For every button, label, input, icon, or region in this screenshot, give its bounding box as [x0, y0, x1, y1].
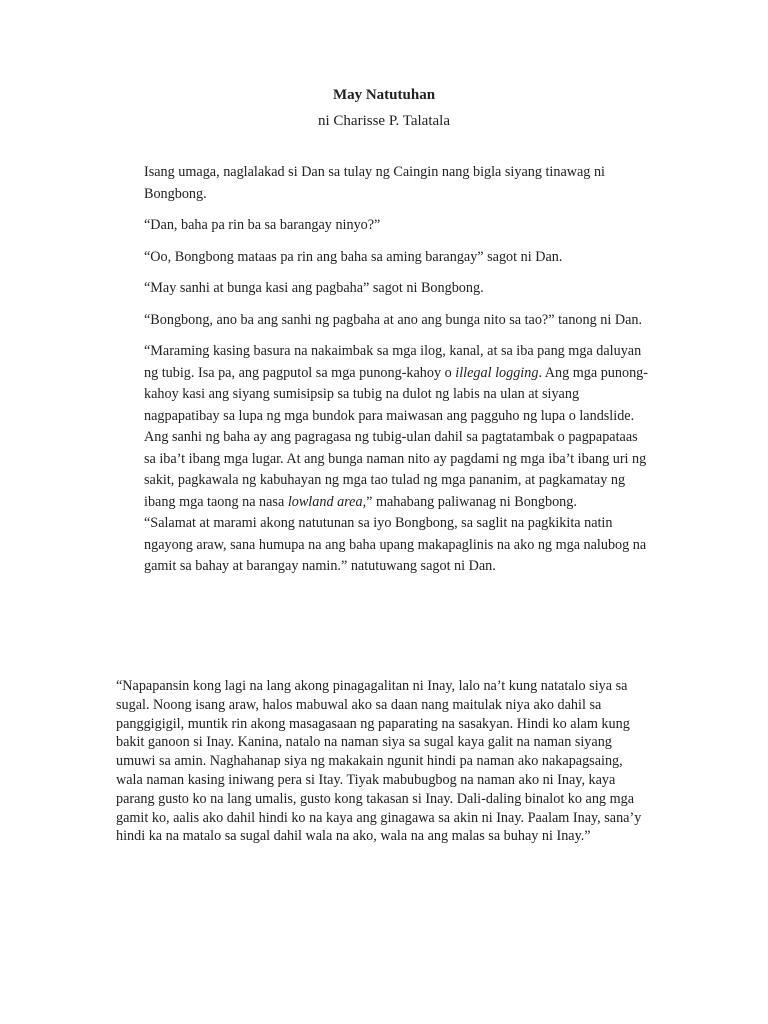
- paragraph: [144, 341, 652, 427]
- emphasis-text: lowland area: [287, 493, 363, 510]
- paragraph: “Oo, Bongbong mataas pa rin ang baha sa aming barangay” sagot ni Dan.: [144, 248, 563, 265]
- paragraph: “Dan, baha pa rin ba sa barangay ninyo?”: [144, 217, 381, 233]
- story-title: May Natutuhan: [332, 87, 436, 103]
- paragraph: “Salamat at marami akong natutunan sa iyo Bongbong, sa saglit na pagkikita natin ngayong araw, sana humupa na ang baha upang makapaglinis na ako ng mga nalubog na gamit sa bahay at barangay namin.” natutuwang sagot ni Dan.: [144, 515, 647, 574]
- paragraph: “Bongbong, ano ba ang sanhi ng pagbaha at ano ang bunga nito sa tao?” tanong ni Dan.: [144, 311, 643, 328]
- paragraph-text: ,” mahabang paliwanag ni Bongbong.: [362, 493, 577, 510]
- paragraph-text: . Ang mga punong-kahoy kasi ang siyang sumisipsip sa tubig na dulot ng labis na ulan at siyang nagpapatibay sa lupa ng mga bundok para maiwasan ang pagguho ng lupa o landslide.: [144, 364, 648, 424]
- story-body: [144, 162, 652, 578]
- paragraph: [144, 427, 652, 513]
- story-author: ni Charisse P. Talatala: [318, 113, 450, 129]
- second-passage: [116, 677, 646, 846]
- paragraph: “Napapansin kong lagi na lang akong pinagagalitan ni Inay, lalo na’t kung natatalo siya sa sugal. Noong isang araw, halos mabuwal ako sa daan nang maitulak niya ako dahil sa panggigigil, muntik rin akong masagasaan ng paparating na sasakyan. Hindi ko alam kung bakit ganoon si Inay. Kanina, natalo na naman siya sa sugal kaya galit na naman siyang umuwi sa amin. Naghahanap siya ng makakain ngunit hindi pa naman ako nakapagsaing, wala naman kasing iniwang pera si Itay. Tiyak mabubugbog na naman ako ni Inay, kaya parang gusto ko na lang umalis, gusto kong takasan si Inay. Dali-daling binalot ko ang mga gamit ko, aalis ako dahil hindi ko na kaya ang ginagawa sa akin ni Inay. Paalam Inay, sana’y hindi ka na matalo sa sugal dahil wala na ako, wala na ang malas sa buhay ni Inay.”: [116, 678, 642, 845]
- paragraph: Isang umaga, naglalakad si Dan sa tulay ng Caingin nang bigla siyang tinawag ni Bongbong.: [144, 164, 605, 202]
- paragraph-text: Ang sanhi ng baha ay ang pagragasa ng tubig-ulan dahil sa pagtatambak o pagpapataas sa iba’t ibang mga lugar. At ang bunga naman nito ay pagdami ng mga iba’t ibang uri ng sakit, pagkawala ng kabuhayan ng mga tao tulad ng mga pananim, at pagkamatay ng ibang mga taong na nasa: [144, 429, 647, 510]
- emphasis-text: illegal logging: [455, 364, 539, 381]
- paragraph-text: “Maraming kasing basura na nakaimbak sa mga ilog, kanal, at sa iba pang mga daluyan ng tubig. Isa pa, ang pagputol sa mga punong-kahoy o: [144, 343, 642, 381]
- paragraph: “May sanhi at bunga kasi ang pagbaha” sagot ni Bongbong.: [144, 280, 484, 296]
